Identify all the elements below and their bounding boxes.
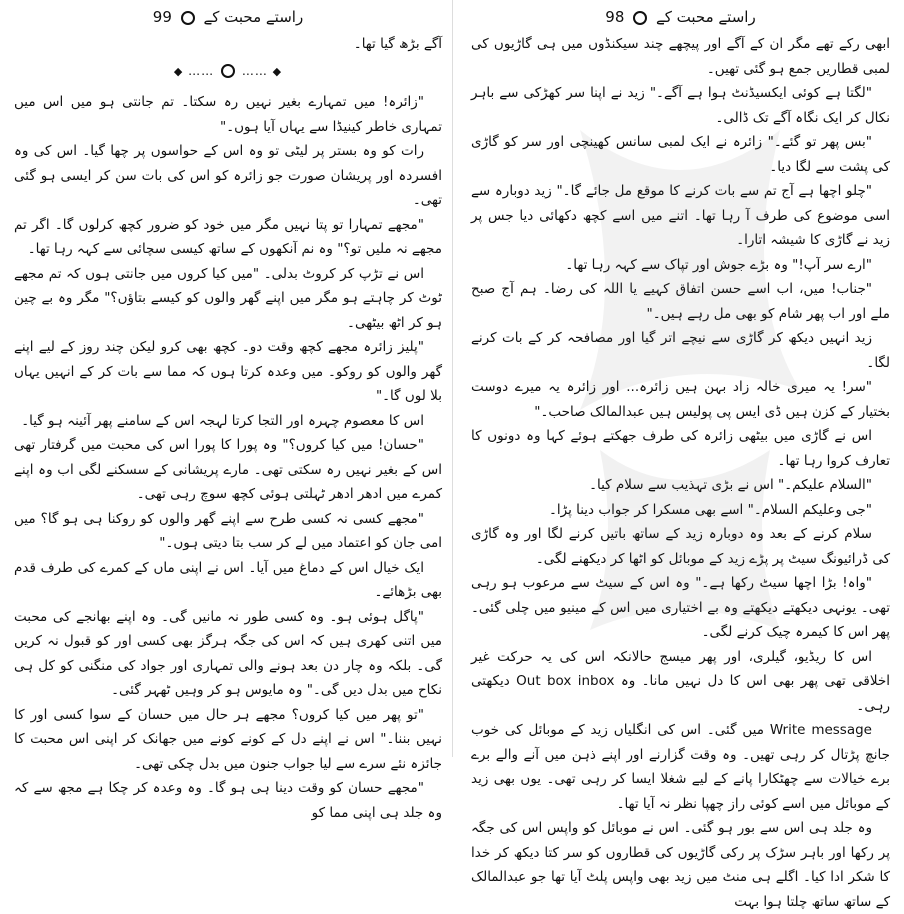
section-ornament: [14, 59, 442, 85]
paragraph: "تو پھر میں کیا کروں؟ مجھے ہر حال میں حسان کے سوا کسی اور کا نہیں بننا۔" اس نے اپنے دل کے کونے کونے میں جھانک کر اپنی اس محبت کا جائزہ نئے سرے سے لیا جواب جنون میں بدل چکی تھی۔: [14, 706, 442, 772]
right-page-header: [471, 6, 890, 28]
left-page: [0, 0, 452, 821]
ring-icon: [221, 64, 235, 78]
right-page-body: [471, 32, 890, 914]
header-ring-icon: [181, 11, 195, 25]
paragraph: اس کا ریڈیو، گیلری، اور پھر میسج حالانکہ اس کی یہ حرکت غیر اخلاقی تھی پھر بھی اس کا دل نہیں مانا۔ وہ Out box inbox دیکھتی رہی۔: [471, 648, 890, 714]
paragraph: "چلو اچھا ہے آج تم سے بات کرنے کا موقع مل جائے گا۔" زید دوبارہ سے اسی موضوع کی طرف آ رہا تھا۔ اتنے میں اسے کچھ دکھائی دیا جس پر زید نے گاڑی کا شیشہ اتارا۔: [471, 183, 890, 248]
paragraph: "مجھے تمہارا تو پتا نہیں مگر میں خود کو ضرور کچھ کرلوں گا۔ اگر تم مجھے نہ ملیں تو؟" وہ نم آنکھوں کے ساتھ کیسی سچائی سے کہہ رہا تھا۔: [14, 216, 442, 257]
paragraph: سلام کرنے کے بعد وہ دوبارہ زید کے ساتھ باتیں کرنے لگا اور وہ گاڑی کی ڈرائیونگ سیٹ پر پڑے زید کے موبائل کو اٹھا کر دیکھنے لگی۔: [471, 526, 890, 567]
paragraph: آگے بڑھ گیا تھا۔: [353, 36, 442, 52]
paragraph: "السلام علیکم۔" اس نے بڑی تہذیب سے سلام کیا۔: [589, 477, 872, 493]
paragraph: "جناب! میں، اب اسے حسن اتفاق کہیے یا اللہ کی رضا۔ ہم آج صبح ملے اور اب پھر شام کو بھی مل رہے ہیں۔": [471, 281, 890, 322]
paragraph: زید انہیں دیکھ کر گاڑی سے نیچے اتر گیا اور مصافحہ کر کے بات کرنے لگا۔: [471, 330, 890, 371]
left-page-title: راستے محبت کے: [203, 8, 304, 26]
paragraph: "واہ! بڑا اچھا سیٹ رکھا ہے۔" وہ اس کے سیٹ سے مرعوب ہو رہی تھی۔ یونہی دیکھتے دیکھتے وہ بے اختیاری میں اس کے مینیو میں چلی گئی۔ پھر اس کا کیمرہ چیک کرنے لگی۔: [471, 575, 890, 640]
paragraph: "سر! یہ میری خالہ زاد بہن ہیں زائرہ... اور زائرہ یہ میرے دوست بختیار کے کزن ہیں ڈی ایس پی پولیس ہیں عبدالمالک صاحب۔": [471, 379, 890, 420]
paragraph: ایک خیال اس کے دماغ میں آیا۔ اس نے اپنی ماں کے کمرے کی طرف قدم بھی بڑھائے۔: [14, 559, 442, 600]
paragraph: رات کو وہ بستر پر لیٹی تو وہ اس کے حواسوں پر چھا گیا۔ اس کی وہ افسردہ اور پریشان صورت جو زائرہ کو اس کی بات سن کر ایسی ہو گئی تھی۔: [14, 143, 442, 208]
header-ring-icon: [633, 11, 647, 25]
right-page-title: راستے محبت کے: [655, 8, 756, 26]
dots-icon: ……: [188, 63, 215, 78]
paragraph: "لگتا ہے کوئی ایکسیڈنٹ ہوا ہے آگے۔" زید نے اپنا سر کھڑکی سے باہر نکال کر ایک نگاہ آگے تک ڈالی۔: [471, 85, 890, 126]
paragraph: "مجھے حسان کو وقت دینا ہی ہو گا۔ وہ وعدہ کر چکا ہے مجھ سے کہ وہ جلد ہی اپنی مما کو: [14, 780, 442, 821]
paragraph: "بس پھر تو گئے۔" زائرہ نے ایک لمبی سانس کھینچی اور سر کو گاڑی کی پشت سے لگا دیا۔: [471, 134, 890, 175]
paragraph: "مجھے کسی نہ کسی طرح سے اپنے گھر والوں کو روکنا ہی ہو گا؟ میں امی جان کو اعتماد میں لے کر سب بتا دیتی ہوں۔": [14, 510, 442, 551]
paragraph: وہ جلد ہی اس سے بور ہو گئی۔ اس نے موبائل کو واپس اس کی جگہ پر رکھا اور باہر سڑک پر رکی گاڑیوں کی قطاروں کو سر کتا دیکھ کر خدا کا شکر ادا کیا۔ اگلے ہی منٹ میں زید بھی واپس پلٹ آیا تھا جو عبدالمالک کے ساتھ ساتھ چلتا ہوا بہت: [471, 820, 890, 910]
paragraph: اس نے تڑپ کر کروٹ بدلی۔ "میں کیا کروں میں جانتی ہوں کہ تم مجھے ٹوٹ کر چاہتے ہو مگر میں اپنے گھر والوں کو کیسے بتاؤں؟" مگر وہ بے چین ہو کر اٹھ بیٹھی۔: [14, 265, 442, 331]
right-page: [452, 0, 904, 910]
left-page-header: [14, 6, 442, 28]
paragraph: "پلیز زائرہ مجھے کچھ وقت دو۔ کچھ بھی کرو لیکن چند روز کے لیے اپنے گھر والوں کو روکو۔ میں وعدہ کرتا ہوں کہ مما سے بات کر کے انہیں یہاں بلا لوں گا۔": [14, 339, 442, 404]
paragraph: اس نے گاڑی میں بیٹھی زائرہ کی طرف جھکتے ہوئے کہا وہ دونوں کا تعارف کروا رہا تھا۔: [471, 428, 890, 469]
paragraph: ابھی رکے تھے مگر ان کے آگے اور پیچھے چند سیکنڈوں میں ہی گاڑیوں کی لمبی قطاریں جمع ہو گئی تھیں۔: [471, 36, 890, 77]
left-page-number: 99: [152, 8, 172, 26]
right-page-number: 98: [605, 8, 625, 26]
paragraph: "حسان! میں کیا کروں؟" وہ پورا کا پورا اس کی محبت میں گرفتار تھی اس کے بغیر نہیں رہ سکتی تھی۔ مارے پریشانی کے سسکنے لگی اب وہ اپنے کمرے میں ادھر ادھر ٹہلتی ہوئی کچھ سوچ رہی تھی۔: [14, 437, 442, 502]
paragraph: اس کا معصوم چہرہ اور التجا کرتا لہجہ اس کے سامنے پھر آئینہ ہو گیا۔: [21, 412, 424, 429]
diamond-icon: ◆: [272, 64, 283, 78]
paragraph: "ارے سر آپ!" وہ بڑے جوش اور تپاک سے کہہ رہا تھا۔: [565, 256, 872, 273]
paragraph: "زائرہ! میں تمہارے بغیر نہیں رہ سکتا۔ تم جانتی ہو میں اس میں تمہاری خاطر کینیڈا سے یہاں آیا ہوں۔": [14, 94, 442, 135]
dots-icon: ……: [241, 63, 268, 78]
paragraph: "پاگل ہوئی ہو۔ وہ کسی طور نہ مانیں گی۔ وہ اپنے بھانجے کی محبت میں اتنی کھری ہیں کہ اس کی جگہ ہرگز بھی کسی اور کو قبول نہ کریں گی۔ بلکہ وہ چار دن بعد ہونے والی تمہاری اور جواد کی منگنی کو کل ہی نکاح میں بدل دیں گی۔" وہ مایوس ہو کر وہیں ٹھہر گئی۔: [14, 608, 442, 698]
left-page-body: [14, 32, 442, 825]
paragraph: Write message میں گئی۔ اس کی انگلیاں زید کے موبائل کی خوب جانچ پڑتال کر رہی تھیں۔ وہ وقت گزارنے اور اپنے ذہن میں آنے والے برے برے خیالات سے چھٹکارا پانے کے لیے شغلا ایسا کر رہی تھی۔ یوں بھی زید کے موبائل میں اسے کوئی راز چھپا نظر نہ آیا تھا۔: [471, 722, 890, 812]
paragraph: "جی وعلیکم السلام۔" اسے بھی مسکرا کر جواب دینا پڑا۔: [548, 501, 872, 518]
diamond-icon: ◆: [173, 64, 184, 78]
